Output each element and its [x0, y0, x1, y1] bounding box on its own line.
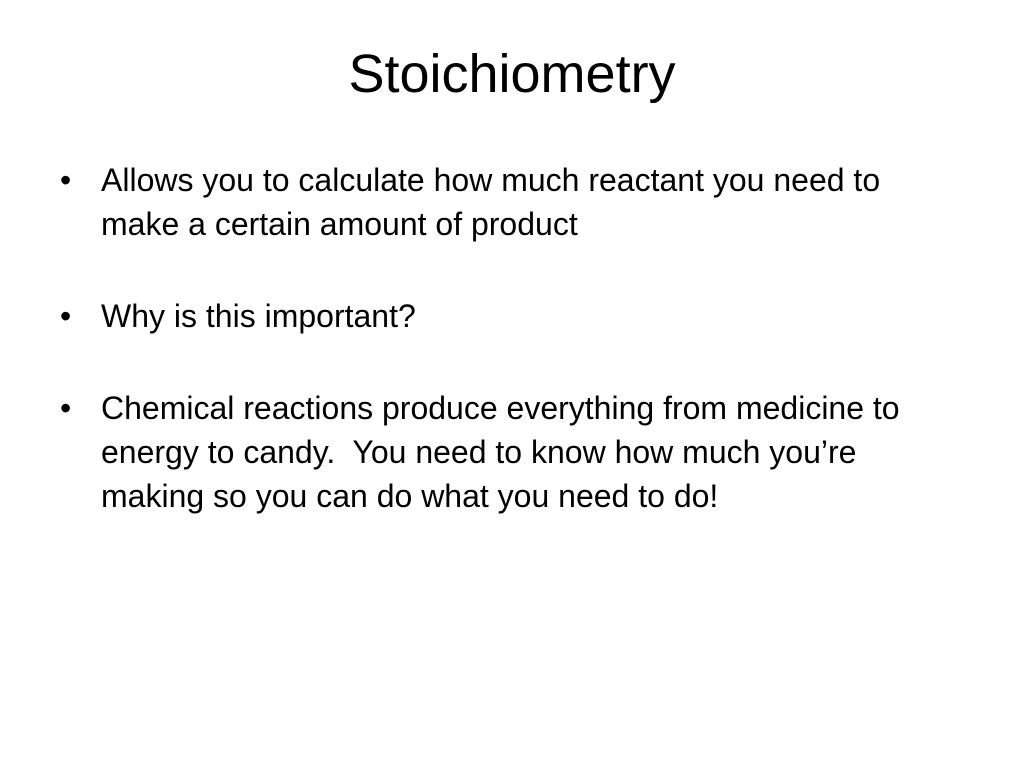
bullet-dot-icon: • — [60, 298, 72, 334]
bullet-item — [60, 386, 960, 518]
slide-title: Stoichiometry — [348, 44, 676, 104]
bullet-list — [60, 158, 960, 566]
bullet-dot-icon: • — [60, 162, 72, 198]
bullet-item — [60, 294, 960, 338]
bullet-text: Why is this important? — [101, 298, 416, 334]
bullet-text: Allows you to calculate how much reactant you need to make a certain amount of product — [101, 162, 881, 242]
bullet-dot-icon: • — [60, 390, 72, 426]
bullet-item — [60, 158, 960, 246]
bullet-text: Chemical reactions produce everything from medicine to energy to candy. You need to know how much you’re making so you can do what you need to do! — [101, 390, 909, 514]
